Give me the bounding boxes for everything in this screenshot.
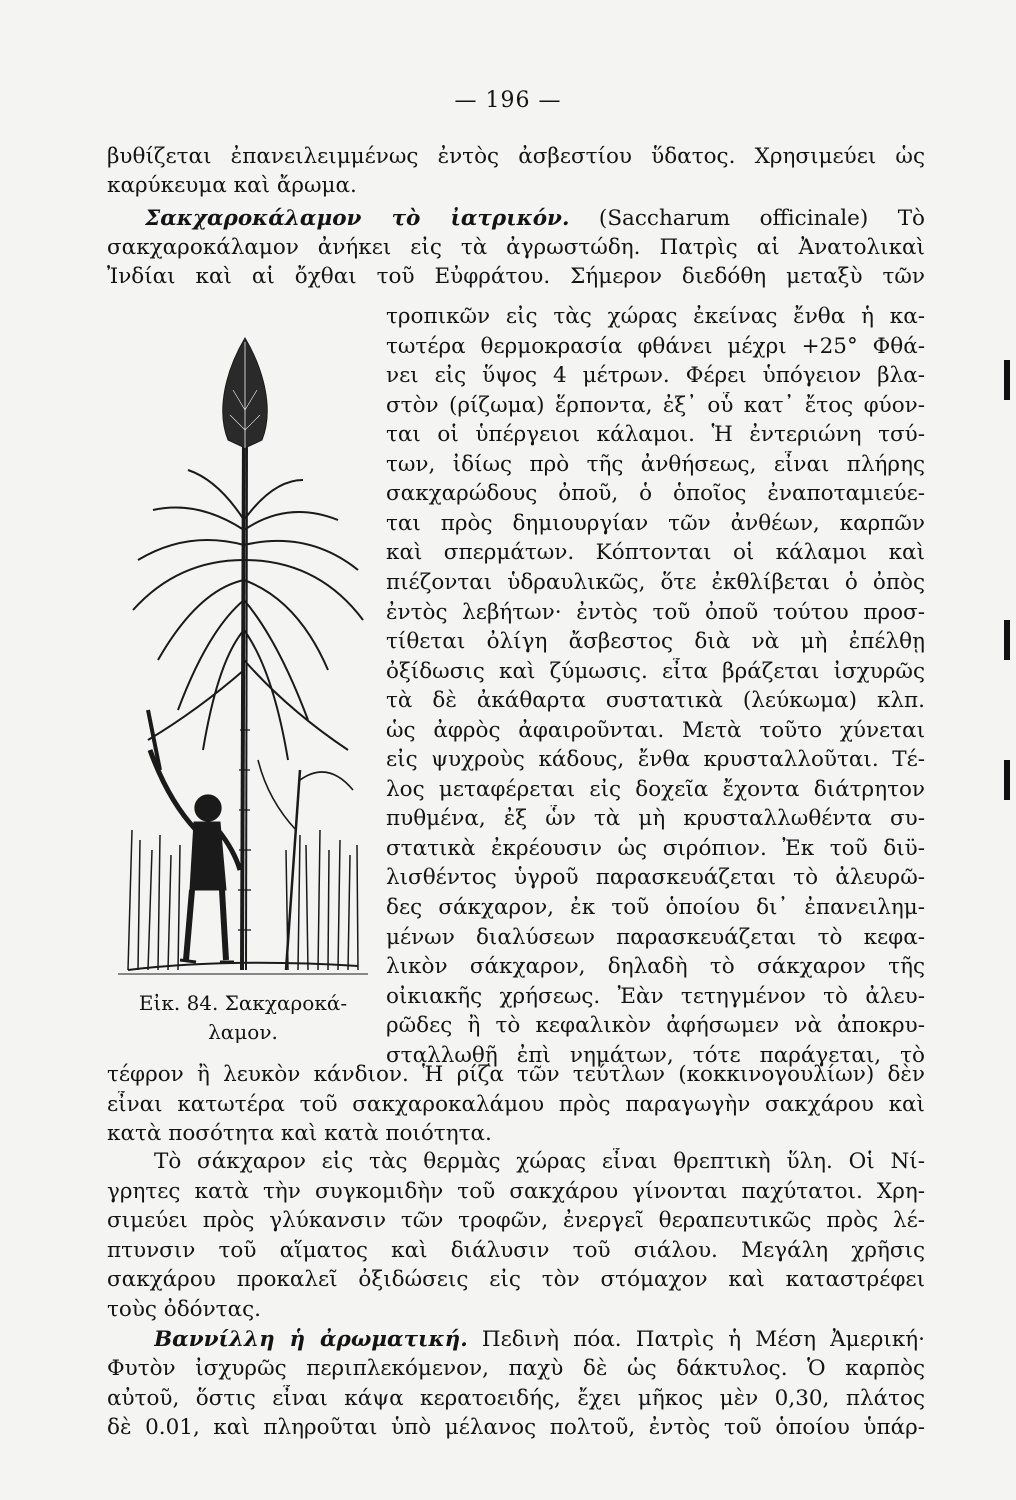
text-line: Τὸ σάκχαρον εἰς τὰς θερμὰς χώρας εἶναι θρεπτικὴ ὕλη. Οἱ Νί- (154, 1149, 925, 1174)
text-line: γρητες κατὰ τὴν συγκομιδὴν τοῦ σακχάρου γίνονται παχύτατοι. Χρη- (107, 1178, 925, 1204)
text-line: τροπικῶν εἰς τὰς χώρας ἐκείνας ἔνθα ἡ κα- (386, 304, 925, 329)
text-line: στὸν (ρίζωμα) ἕρποντα, ἐξ᾽ οὗ κατ᾽ ἔτος φύον- (386, 392, 925, 418)
text-line: εἶναι κατωτέρα τοῦ σακχαροκαλάμου πρὸς παραγωγὴν σακχάρου καὶ (107, 1091, 925, 1117)
text-line: δες σάκχαρον, ἐκ τοῦ ὁποίου δι᾽ ἐπανειλημ- (386, 895, 925, 920)
text-line: σιμεύει πρὸς γλύκανσιν τῶν τροφῶν, ἐνεργεῖ θεραπευτικῶς πρὸς λέ- (107, 1208, 925, 1233)
text-line: καρύκευμα καὶ ἄρωμα. (107, 173, 357, 198)
sugarcane-illustration (108, 330, 378, 978)
text-line: νει εἰς ὕψος 4 μέτρων. Φέρει ὑπόγειον βλα- (386, 363, 925, 389)
text-line: δὲ 0.01, καὶ πληροῦται ὑπὸ μέλανος πολτοῦ, ἐντὸς τοῦ ὁποίου ὑπάρ- (107, 1415, 925, 1440)
margin-mark (1004, 620, 1010, 660)
text-line: λισθέντος ὑγροῦ παρασκευάζεται τὸ ἀλευρῶ- (386, 865, 925, 891)
figure-caption: λαμον. (208, 1020, 278, 1044)
sugarcane-engraving (108, 330, 378, 978)
text-line: σακχαρώδους ὀποῦ, ὁ ὁποῖος ἐναποταμιεύε- (386, 481, 925, 507)
vanilla-heading: Βαννίλλη ἡ ἀρωματική. (154, 1327, 468, 1352)
text-line: τὰ δὲ ἀκάθαρτα συστατικὰ (λεύκωμα) κλπ. (386, 688, 925, 714)
sugarcane-heading-line (145, 205, 925, 232)
text-line: τέφρον ἢ λευκὸν κάνδιον. Ἡ ρίζα τῶν τεύτλων (κοκκινογουλίων) δὲν (107, 1062, 925, 1087)
text-line: εἰς ψυχροὺς κάδους, ἔνθα κρυσταλλοῦται. Τέ- (386, 747, 925, 773)
text-line: βυθίζεται ἐπανειλειμμένως ἐντὸς ἀσβεστίου ὕδατος. Χρησιμεύει ὡς (107, 144, 925, 169)
text-line: λικὸν σάκχαρον, δηλαδὴ τὸ σάκχαρον τῆς (386, 954, 925, 980)
text-line: σακχαροκάλαμον ἀνήκει εἰς τὰ ἀγρωστώδη. Πατρὶς αἱ Ἀνατολικαὶ (107, 235, 925, 260)
sugarcane-heading: Σακχαροκάλαμον τὸ ἰατρικόν. (145, 206, 570, 231)
text-line: λος μεταφέρεται εἰς δοχεῖα ἔχοντα διάτρητον (386, 776, 925, 802)
text-line: των, ἰδίως πρὸ τῆς ἀνθήσεως, εἶναι πλήρης (386, 451, 925, 477)
text-line: ὡς ἀφρὸς ἀφαιροῦνται. Μετὰ τοῦτο χύνεται (386, 717, 925, 743)
text-line: μένων διαλύσεων παρασκευάζεται τὸ κεφα- (386, 924, 925, 950)
text-line: τίθεται ὀλίγη ἄσβεστος διὰ νὰ μὴ ἐπέλθῃ (386, 629, 925, 655)
vanilla-heading-rest: Πεδινὴ πόα. Πατρὶς ἡ Μέση Ἀμερική· (467, 1327, 925, 1352)
text-line: αὐτοῦ, ὅστις εἶναι κάψα κερατοειδής, ἔχει μῆκος μὲν 0,30, πλάτος (107, 1385, 925, 1411)
vanilla-heading-line (154, 1326, 925, 1353)
text-line: Ἰνδίαι καὶ αἱ ὄχθαι τοῦ Εὐφράτου. Σήμερον διεδόθη μεταξὺ τῶν (107, 264, 925, 289)
text-line: σακχάρου προκαλεῖ ὀξιδώσεις εἰς τὸν στόμαχον καὶ καταστρέφει (107, 1267, 925, 1292)
text-line: ται πρὸς δημιουργίαν τῶν ἀνθέων, καρπῶν (386, 510, 925, 536)
figure-caption: Εἰκ. 84. Σακχαροκά- (138, 991, 348, 1015)
text-line: κατὰ ποσότητα καὶ κατὰ ποιότητα. (107, 1121, 492, 1146)
text-line: ται οἱ ὑπέργειοι κάλαμοι. Ἡ ἐντεριώνη τσύ- (386, 422, 925, 448)
text-line: οἰκιακῆς χρήσεως. Ἐὰν τετηγμένον τὸ ἀλευ- (386, 983, 925, 1009)
text-line: ὀξίδωσις καὶ ζύμωσις. εἶτα βράζεται ἰσχυρῶς (386, 658, 925, 684)
text-line: πιέζονται ὑδραυλικῶς, ὅτε ἐκθλίβεται ὁ ὀπὸς (386, 569, 925, 595)
text-line: πυθμένα, ἐξ ὧν τὰ μὴ κρυσταλλωθέντα συ- (386, 806, 925, 832)
text-line: ἐντὸς λεβήτων· ἐντὸς τοῦ ὀποῦ τούτου προσ- (386, 599, 925, 625)
text-line: καὶ σπερμάτων. Κόπτονται οἱ κάλαμοι καὶ (386, 540, 925, 566)
text-line: τωτέρα θερμοκρασία φθάνει μέχρι +25° Φθά- (386, 333, 925, 359)
text-line: πτυνσιν τοῦ αἵματος καὶ διάλυσιν τοῦ σιάλου. Μεγάλη χρῆσις (107, 1237, 925, 1263)
margin-mark (1004, 760, 1010, 800)
sugarcane-heading-rest: (Saccharum officinale) Τὸ (569, 206, 925, 231)
page-number: — 196 — (454, 88, 562, 113)
text-line: Φυτὸν ἰσχυρῶς περιπλεκόμενον, παχὺ δὲ ὡς δάκτυλος. Ὁ καρπὸς (107, 1356, 925, 1381)
text-line: σταλλωθῇ ἐπὶ νημάτων, τότε παράγεται, τὸ (386, 1042, 925, 1068)
text-line: ρῶδες ἢ τὸ κεφαλικὸν ἀφήσωμεν νὰ ἀποκρυ- (386, 1013, 925, 1039)
margin-mark (1004, 360, 1010, 400)
text-line: στατικὰ ἐκρέουσιν ὡς σιρόπιον. Ἐκ τοῦ διϋ- (386, 835, 925, 861)
text-line: τοὺς ὀδόντας. (107, 1296, 261, 1322)
